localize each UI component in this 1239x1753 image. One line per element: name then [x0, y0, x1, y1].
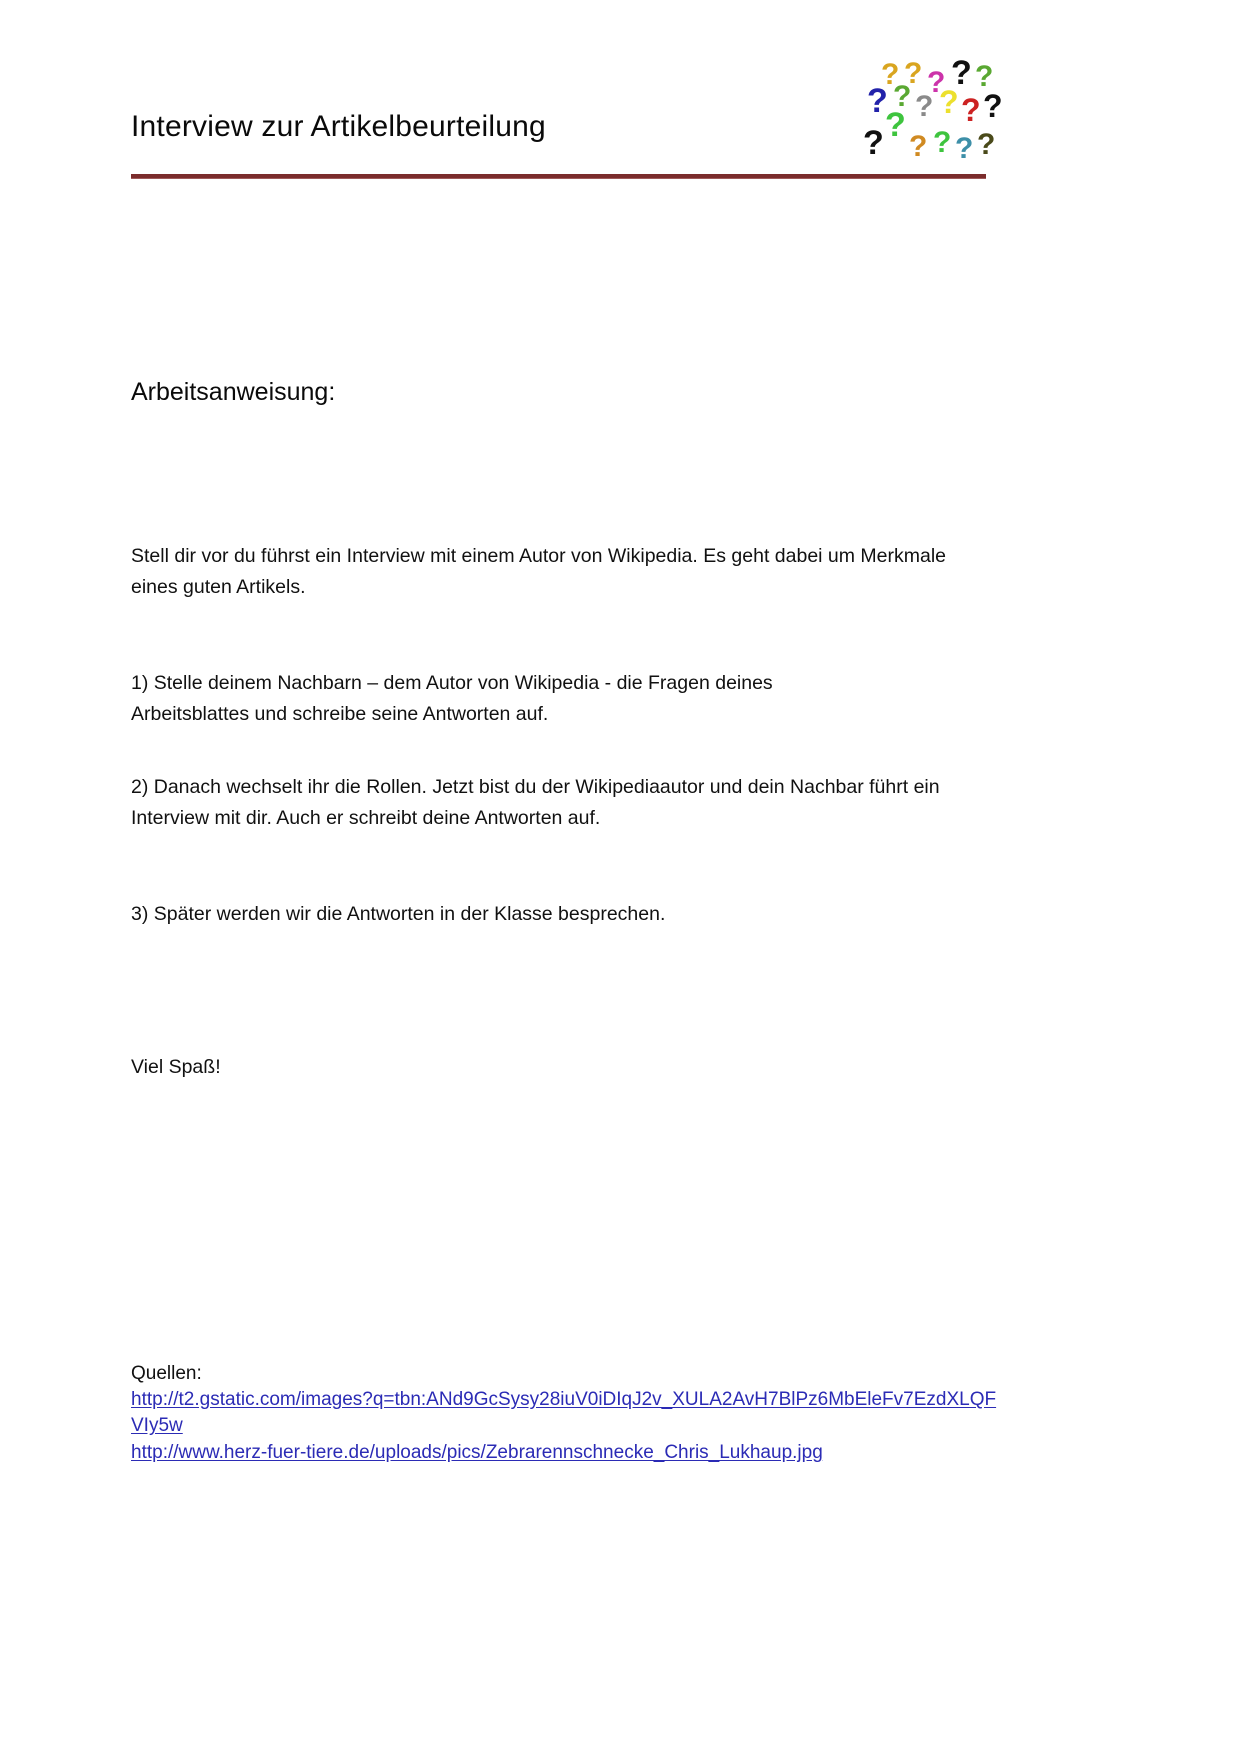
- source-link-1[interactable]: http://t2.gstatic.com/images?q=tbn:ANd9GcSysy28iuV0iDIqJ2v_XULA2AvH7BlPz6MbEleFv7EzdXLQFVIy5w: [131, 1389, 997, 1436]
- question-mark-icon: ?: [909, 130, 928, 163]
- question-mark-icon: ?: [955, 132, 974, 165]
- question-mark-icon: ?: [977, 128, 996, 161]
- sources-label: Quellen:: [131, 1363, 202, 1384]
- question-mark-icon: ?: [961, 92, 981, 128]
- question-marks-icon: [855, 50, 1003, 165]
- question-mark-icon: ?: [915, 90, 934, 123]
- section-heading-arbeitsanweisung: Arbeitsanweisung:: [131, 378, 336, 406]
- question-mark-icon: ?: [951, 54, 972, 92]
- paragraph-intro: Stell dir vor du führst ein Interview mit einem Autor von Wikipedia. Es geht dabei um Merkmale eines guten Artikels.: [131, 545, 947, 598]
- question-mark-icon: ?: [867, 82, 888, 120]
- instruction-item-2: 2) Danach wechselt ihr die Rollen. Jetzt bist du der Wikipediaautor und dein Nachbar führt ein Interview mit dir. Auch er schreibt deine Antworten auf.: [131, 776, 940, 829]
- closing-text: Viel Spaß!: [131, 1056, 221, 1078]
- question-mark-icon: ?: [939, 84, 959, 120]
- question-mark-icon: ?: [885, 106, 906, 144]
- question-mark-icon: ?: [893, 80, 912, 113]
- question-mark-icon: ?: [863, 124, 884, 162]
- source-link-2[interactable]: http://www.herz-fuer-tiere.de/uploads/pics/Zebrarennschnecke_Chris_Lukhaup.jpg: [131, 1442, 823, 1463]
- question-mark-icon: ?: [983, 88, 1003, 124]
- question-mark-icon: ?: [933, 126, 952, 159]
- question-mark-icon: ?: [975, 60, 994, 93]
- header-divider: [131, 174, 986, 179]
- question-mark-icon: ?: [927, 66, 946, 99]
- question-mark-icon: ?: [904, 57, 923, 90]
- question-mark-icon: ?: [881, 58, 900, 91]
- sources-section: [131, 1360, 1001, 1466]
- page-title: Interview zur Artikelbeurteilung: [131, 110, 546, 143]
- instruction-item-1: 1) Stelle deinem Nachbarn – dem Autor von Wikipedia - die Fragen deines Arbeitsblattes und schreibe seine Antworten auf.: [131, 672, 773, 725]
- instruction-item-3: 3) Später werden wir die Antworten in der Klasse besprechen.: [131, 903, 666, 925]
